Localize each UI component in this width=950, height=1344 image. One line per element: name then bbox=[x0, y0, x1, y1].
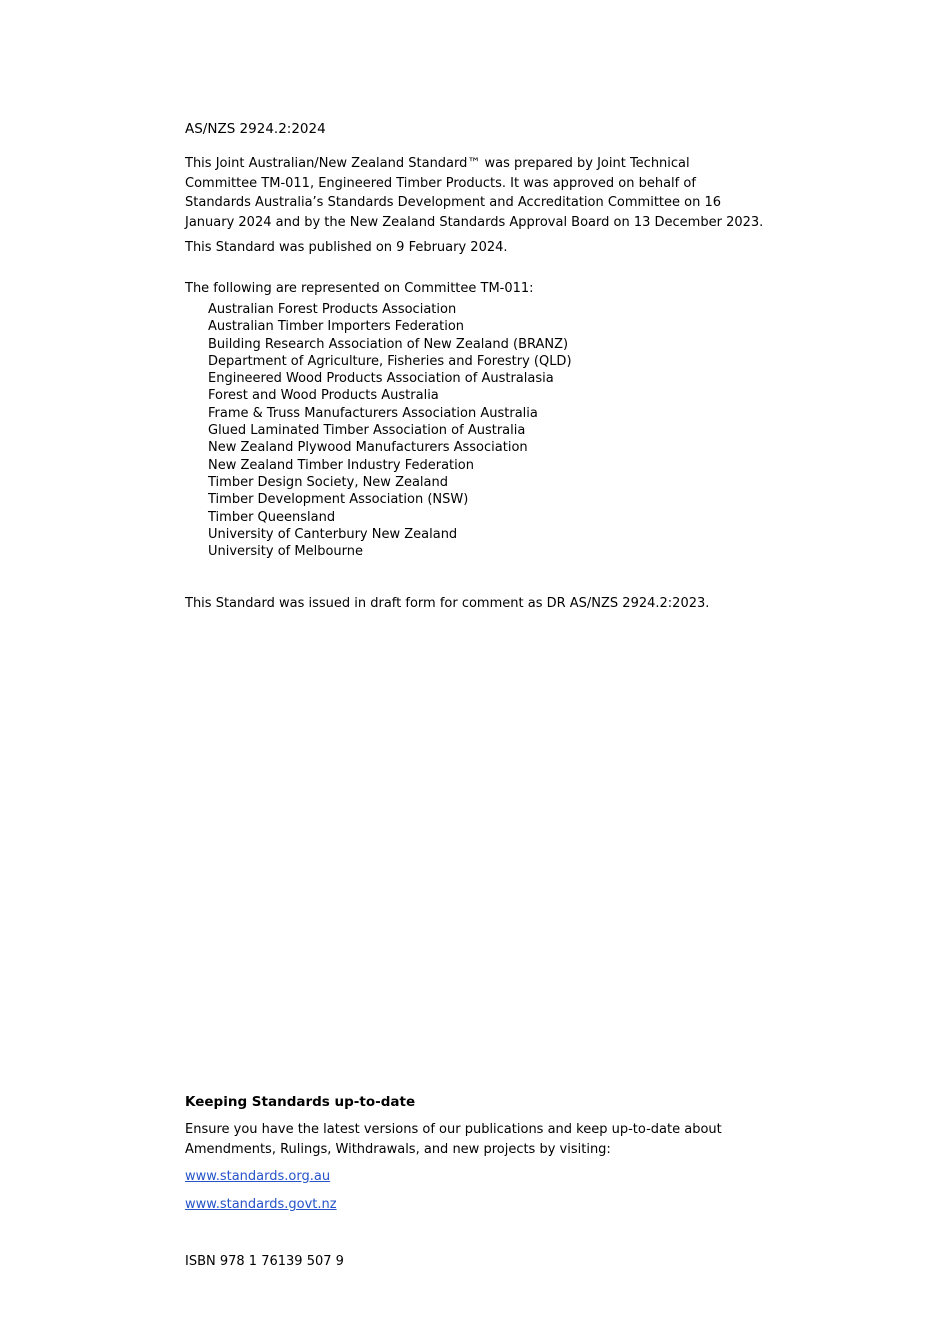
document-number: AS/NZS 2924.2:2024 bbox=[185, 121, 326, 137]
committee-member: Australian Forest Products Association bbox=[208, 302, 457, 317]
keeping-standards-body: Ensure you have the latest versions of our publications and keep up-to-date about Amendments, Rulings, Withdrawals, and new projects by visiting: bbox=[185, 1122, 722, 1157]
committee-member: Building Research Association of New Zealand (BRANZ) bbox=[208, 336, 569, 352]
link-row bbox=[185, 1165, 765, 1185]
committee-member: Frame & Truss Manufacturers Association Australia bbox=[208, 405, 538, 421]
standards-org-au-link[interactable]: www.standards.org.au bbox=[185, 1169, 331, 1184]
committee-member: New Zealand Plywood Manufacturers Association bbox=[208, 440, 528, 456]
committee-member: University of Canterbury New Zealand bbox=[208, 526, 458, 542]
link-row bbox=[185, 1193, 765, 1213]
preparation-paragraph: This Joint Australian/New Zealand Standard™ was prepared by Joint Technical Committee TM-011, Engineered Timber Products. It was approved on behalf of Standards Australia’s Standards Development and Accreditation Committee on 16 January 2024 and by the New Zealand Standards Approval Board on 13 December 2023. bbox=[185, 156, 764, 230]
standards-govt-nz-link[interactable]: www.standards.govt.nz bbox=[185, 1197, 337, 1212]
isbn-line: ISBN 978 1 76139 507 9 bbox=[185, 1254, 344, 1269]
committee-member: University of Melbourne bbox=[208, 544, 363, 560]
committee-member: Glued Laminated Timber Association of Australia bbox=[208, 423, 526, 439]
page-top-content bbox=[185, 121, 765, 614]
keeping-standards-heading: Keeping Standards up-to-date bbox=[185, 1094, 416, 1110]
draft-comment-line: This Standard was issued in draft form for comment as DR AS/NZS 2924.2:2023. bbox=[185, 596, 710, 612]
committee-member: New Zealand Timber Industry Federation bbox=[208, 457, 474, 473]
publication-date-line: This Standard was published on 9 February 2024. bbox=[185, 240, 508, 255]
page-bottom-content bbox=[185, 1094, 765, 1270]
committee-member-list bbox=[185, 301, 765, 560]
committee-member: Forest and Wood Products Australia bbox=[208, 388, 439, 404]
committee-member: Timber Queensland bbox=[208, 509, 336, 525]
committee-member: Timber Design Society, New Zealand bbox=[208, 474, 449, 490]
committee-intro: The following are represented on Committee TM-011: bbox=[185, 280, 534, 296]
committee-member: Timber Development Association (NSW) bbox=[208, 492, 469, 508]
committee-member: Engineered Wood Products Association of Australasia bbox=[208, 371, 554, 387]
committee-member: Australian Timber Importers Federation bbox=[208, 319, 465, 335]
committee-member: Department of Agriculture, Fisheries and Forestry (QLD) bbox=[208, 353, 572, 369]
